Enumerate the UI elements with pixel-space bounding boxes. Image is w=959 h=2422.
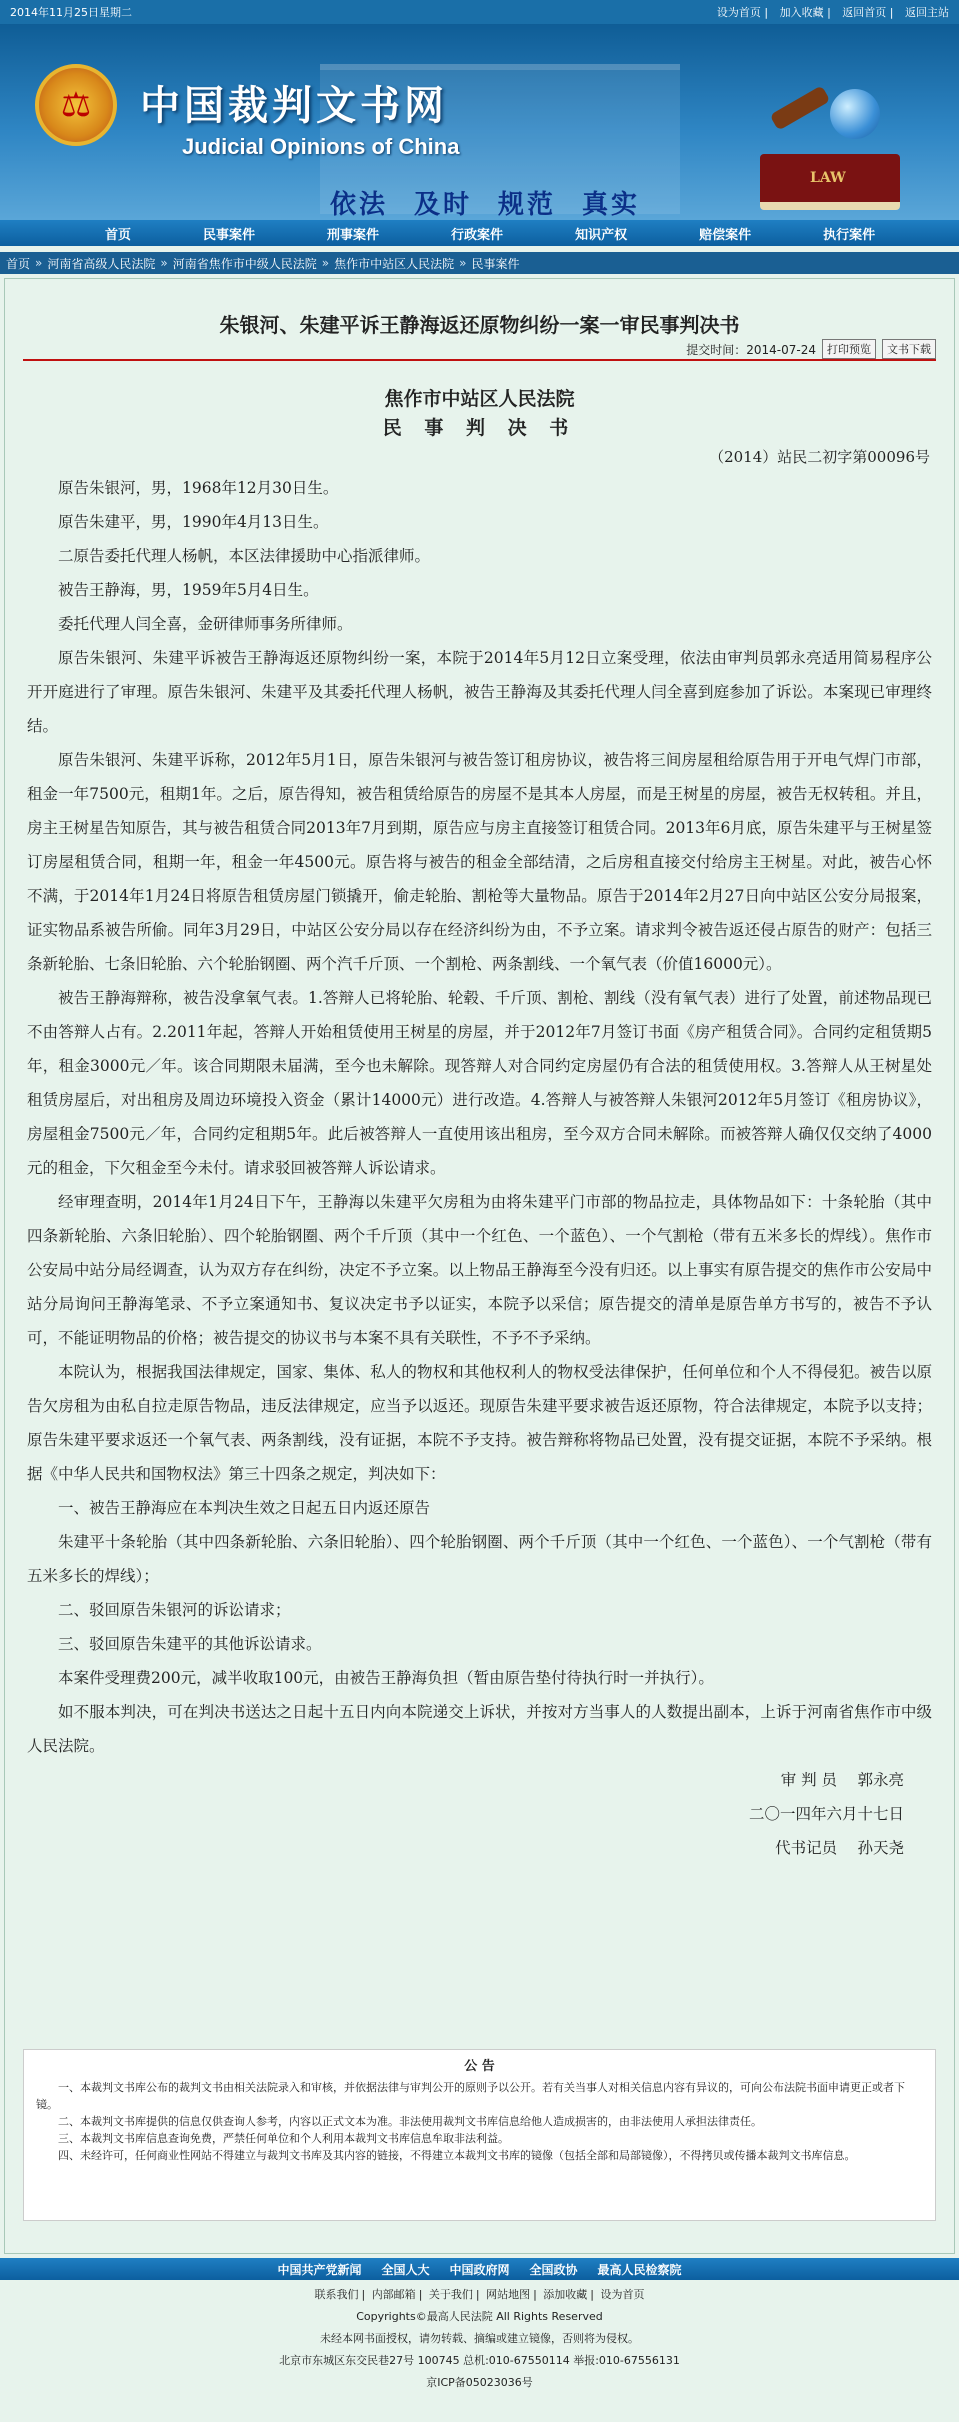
site-map-link[interactable]: 网站地图 [486, 2288, 531, 2301]
footer-link-cpc-news[interactable]: 中国共产党新闻 [277, 2262, 362, 2277]
top-links: 设为首页 | 加入收藏 | 返回首页 | 返回主站 [716, 6, 949, 19]
paragraph: 被告王静海辩称，被告没拿氧气表。1.答辩人已将轮胎、轮毂、千斤顶、割枪、割线（没有氧气表）进行了处置，前述物品现已不由答辩人占有。2.2011年起，答辩人开始租赁使用王树星的房屋，并于2012年7月签订书面《房产租赁合同》。合同约定租赁期5年，租金3000元／年。该合同期限未届满，至今也未解除。现答辩人对合同约定房屋仍有合法的租赁使用权。3.答辩人从王树星处租赁房屋后，对出租房及周边环境投入资金（累计14000元）进行改造。4.答辩人与被答辩人朱银河2012年5月签订《租房协议》，房屋租金7500元／年，合同约定租期5年。此后被答辩人一直使用该出租房，至今双方合同未解除。而被答辩人确仅仅交纳了4000元的租金，下欠租金至今未付。请求驳回被答辩人诉讼请求。 [27, 989, 932, 1177]
law-book-icon: LAW [760, 134, 900, 214]
top-bar [0, 0, 959, 24]
clerk-signature: 代书记员 孙天尧 [775, 1839, 904, 1857]
breadcrumb-high-court[interactable]: 河南省高级人民法院 [47, 256, 156, 271]
paragraph: 三、驳回原告朱建平的其他诉讼请求。 [58, 1635, 322, 1653]
back-home-link[interactable]: 返回首页 [842, 6, 887, 19]
print-preview-button[interactable]: 打印预览 [822, 339, 876, 359]
notice-item: 三、本裁判文书库信息查询免费，严禁任何单位和个人利用本裁判文书库信息牟取非法利益。 [58, 2132, 509, 2145]
paragraph: 本案件受理费200元，减半收取100元，由被告王静海负担（暂由原告垫付待执行时一并执行）。 [58, 1669, 714, 1687]
paragraph: 本院认为，根据我国法律规定，国家、集体、私人的物权和其他权利人的物权受法律保护，任何单位和个人不得侵犯。被告以原告欠房租为由私自拉走原告物品，违反法律规定，应当予以返还。现原告朱建平要求被告返还原物，符合法律规定，本院予以支持；原告朱建平要求返还一个氧气表、两条割线，没有证据，本院不予支持。被告辩称将物品已处置，没有提交证据，本院不予采纳。根据《中华人民共和国物权法》第三十四条之规定，判决如下： [27, 1363, 932, 1483]
about-us-link[interactable]: 关于我们 [428, 2288, 473, 2301]
document-panel [4, 278, 955, 2254]
breadcrumb-district-court[interactable]: 焦作市中站区人民法院 [334, 256, 455, 271]
nav-ip[interactable]: 知识产权 [575, 227, 628, 243]
nav-administrative[interactable]: 行政案件 [451, 227, 504, 243]
footer-nav [0, 2258, 959, 2280]
notice-box [23, 2049, 936, 2221]
address: 北京市东城区东交民巷27号 100745 总机:010-67550114 举报:010-67556131 [279, 2354, 680, 2367]
add-favorite-link[interactable]: 加入收藏 [779, 6, 824, 19]
document-title: 朱银河、朱建平诉王静海返还原物纠纷一案一审民事判决书 [219, 313, 740, 337]
signature-block [5, 1763, 954, 1865]
document-body [5, 467, 954, 1763]
document-meta [686, 339, 936, 359]
contact-us-link[interactable]: 联系我们 [314, 2288, 359, 2301]
add-favorite-footer-link[interactable]: 添加收藏 [543, 2288, 588, 2301]
paragraph: 原告朱银河、朱建平诉称，2012年5月1日，原告朱银河与被告签订租房协议，被告将三间房屋租给原告用于开电气焊门市部，租金一年7500元，租期1年。之后，原告得知，被告租赁给原告的房屋不是其本人房屋，而是王树星的房屋，被告无权转租。并且，房主王树星告知原告，其与被告租赁合同2013年7月到期，原告应与房主直接签订租赁合同。2013年6月底，原告朱建平与王树星签订房屋租赁合同，租期一年，租金一年4500元。原告将与被告的租金全部结清，之后房租直接交付给房主王树星。对此，被告心怀不满，于2014年1月24日将原告租赁房屋门锁撬开，偷走轮胎、割枪等大量物品。原告于2014年2月27日向中站区公安分局报案，证实物品系被告所偷。同年3月29日，中站区公安分局以存在经济纠纷为由，不予立案。请求判令被告返还侵占原告的财产：包括三条新轮胎、七条旧轮胎、六个轮胎钢圈、两个汽千斤顶、一个割枪、两条割线、一个氧气表（价值16000元）。 [27, 751, 932, 973]
download-button[interactable]: 文书下载 [882, 339, 936, 359]
paragraph: 二原告委托代理人杨帆，本区法律援助中心指派律师。 [58, 547, 431, 565]
site-banner [0, 24, 959, 220]
nav-criminal[interactable]: 刑事案件 [327, 227, 380, 243]
breadcrumb-intermediate-court[interactable]: 河南省焦作市中级人民法院 [172, 256, 317, 271]
footer-link-gov[interactable]: 中国政府网 [449, 2262, 510, 2277]
breadcrumb-home[interactable]: 首页 [6, 256, 31, 271]
paragraph: 二、驳回原告朱银河的诉讼请求； [58, 1601, 291, 1619]
title-divider [23, 359, 936, 361]
paragraph: 委托代理人闫全喜，金研律师事务所律师。 [58, 615, 353, 633]
court-name: 焦作市中站区人民法院 [384, 388, 575, 410]
nav-civil[interactable]: 民事案件 [203, 227, 256, 243]
site-subtitle: Judicial Opinions of China [182, 134, 460, 159]
national-emblem-icon: ⚖ [35, 64, 117, 146]
nav-enforcement[interactable]: 执行案件 [823, 227, 876, 243]
document-type: 民 事 判 决 书 [382, 417, 577, 439]
slogan: 依法 及时 规范 真实 [330, 190, 641, 220]
submit-time: 提交时间：2014-07-24 [686, 342, 816, 357]
judgment-date: 二〇一四年六月十七日 [748, 1805, 904, 1823]
paragraph: 朱建平十条轮胎（其中四条新轮胎、六条旧轮胎）、四个轮胎钢圈、两个千斤顶（其中一个红色、一个蓝色）、一个气割枪（带有五米多长的焊线）； [27, 1533, 932, 1585]
globe-icon [830, 89, 880, 139]
footer-link-procuratorate[interactable]: 最高人民检察院 [597, 2262, 682, 2277]
case-number: （2014）站民二初字第00096号 [709, 448, 930, 466]
current-date: 2014年11月25日星期二 [10, 6, 132, 19]
nav-compensation[interactable]: 赔偿案件 [699, 227, 752, 243]
gavel-icon [770, 85, 831, 131]
breadcrumb-category[interactable]: 民事案件 [471, 256, 520, 271]
footer-link-cppcc[interactable]: 全国政协 [529, 2262, 578, 2277]
set-homepage-link[interactable]: 设为首页 [716, 6, 761, 19]
nav-home[interactable]: 首页 [105, 227, 132, 243]
breadcrumb: 首页 » 河南省高级人民法院 » 河南省焦作市中级人民法院 » 焦作市中站区人民法院 » 民事案件 [0, 252, 959, 274]
paragraph: 经审理查明，2014年1月24日下午，王静海以朱建平欠房租为由将朱建平门市部的物品拉走，具体物品如下：十条轮胎（其中四条新轮胎、六条旧轮胎）、四个轮胎钢圈、两个千斤顶（其中一个红色、一个蓝色）、一个气割枪（带有五米多长的焊线）。焦作市公安局中站分局经调查，认为双方存在纠纷，决定不予立案。以上物品王静海至今没有归还。以上事实有原告提交的焦作市公安局中站分局询问王静海笔录、不予立案通知书、复议决定书予以证实，本院予以采信；原告提交的清单是原告单方书写的，被告不予认可，不能证明物品的价格；被告提交的协议书与本案不具有关联性，不予不予采纳。 [27, 1193, 932, 1347]
footer-links: 联系我们 | 内部邮箱 | 关于我们 | 网站地图 | 添加收藏 | 设为首页 [314, 2288, 645, 2301]
paragraph: 原告朱银河，男，1968年12月30日生。 [58, 479, 339, 497]
notice-item: 四、未经许可，任何商业性网站不得建立与裁判文书库及其内容的链接，不得建立本裁判文书库的镜像（包括全部和局部镜像），不得拷贝或传播本裁判文书库信息。 [58, 2149, 856, 2162]
copyright: Copyrights©最高人民法院 All Rights Reserved [356, 2310, 603, 2323]
set-homepage-footer-link[interactable]: 设为首页 [600, 2288, 645, 2301]
notice-title: 公 告 [464, 2059, 495, 2074]
notice-item: 一、本裁判文书库公布的裁判文书由相关法院录入和审核，并依据法律与审判公开的原则予以公开。若有关当事人对相关信息内容有异议的，可向公布法院书面申请更正或者下镜。 [36, 2081, 905, 2111]
site-footer [0, 2280, 959, 2394]
site-title: 中国裁判文书网 [140, 82, 448, 129]
main-nav [0, 220, 959, 246]
paragraph: 一、被告王静海应在本判决生效之日起五日内返还原告 [58, 1499, 431, 1517]
back-main-site-link[interactable]: 返回主站 [905, 6, 949, 19]
paragraph: 原告朱银河、朱建平诉被告王静海返还原物纠纷一案，本院于2014年5月12日立案受理，依法由审判员郭永亮适用简易程序公开开庭进行了审理。原告朱银河、朱建平及其委托代理人杨帆，被告王静海及其委托代理人闫全喜到庭参加了诉讼。本案现已审理终结。 [27, 649, 932, 735]
notice-item: 二、本裁判文书库提供的信息仅供查询人参考，内容以正式文本为准。非法使用裁判文书库信息给他人造成损害的，由非法使用人承担法律责任。 [58, 2115, 762, 2128]
footer-link-npc[interactable]: 全国人大 [381, 2262, 430, 2277]
copyright-notice: 未经本网书面授权，请勿转载、摘编或建立镜像，否则将为侵权。 [320, 2332, 639, 2345]
internal-mail-link[interactable]: 内部邮箱 [371, 2288, 416, 2301]
icp-number: 京ICP备05023036号 [426, 2376, 533, 2389]
paragraph: 被告王静海，男，1959年5月4日生。 [58, 581, 319, 599]
paragraph: 原告朱建平，男，1990年4月13日生。 [58, 513, 329, 531]
paragraph: 如不服本判决，可在判决书送达之日起十五日内向本院递交上诉状，并按对方当事人的人数提出副本，上诉于河南省焦作市中级人民法院。 [27, 1703, 932, 1755]
judge-signature: 审 判 员 郭永亮 [780, 1771, 904, 1789]
